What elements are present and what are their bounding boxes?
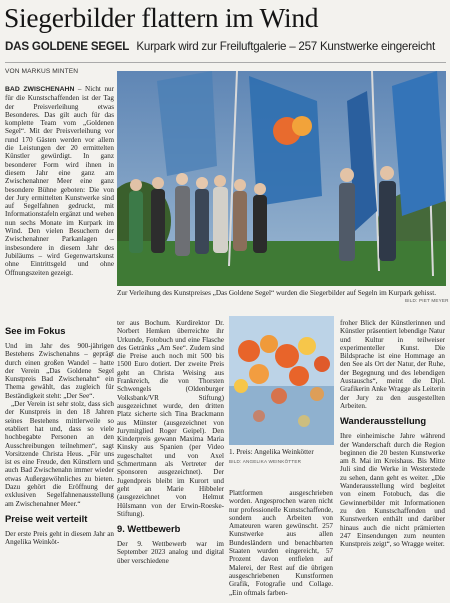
- kicker: DAS GOLDENE SEGEL: [5, 40, 130, 53]
- lead-paragraph: – Nicht nur für die Kunstschaffenden ist der Tag der Preisverleihung etwas Besonderes. Das gilt auch für das komplette Team vom „Goldenen Segel“. Mit der Preisverleihung vor rund 170 Gästen werden vor allem die Leistungen der 20 ermittelten Künstler gewürdigt. In ganz besonderer Form wird ihnen in diesem Jahr eine ganz am Zwischenahner Meer eine ganz besondere Bühne geboten: Die von der Jury ermittelten Kunstwerke sind auf Segelfahnen gedruckt, mit Informationstafeln ergänzt und wehen nun sechs Monate im Kurpark im Wind. Den vielen Besuchern der Zwischenahner Parkanlagen – insbesondere in diesem Jahr des Jubiläums – wird Gegenwartskunst ohne Eintrittsgeld und ohne Öffnungszeiten gezeigt.: [5, 85, 114, 277]
- subheading-9-wettbewerb: 9. Wettbewerb: [117, 523, 181, 535]
- headline: Siegerbilder flattern im Wind: [4, 2, 319, 33]
- subheading-preise-weit-verteilt: Preise weit verteilt: [5, 512, 88, 524]
- balloons-artwork-image: [229, 316, 334, 445]
- winner-photo-caption: 1. Preis: Angelika Weinkötter: [229, 448, 314, 456]
- paragraph: ter aus Bochum. Kurdirektor Dr. Norbert Hemken überreichte ihr Urkunde, Fotobuch und eine Flasche des Getränks „Am See“. Zudem sind die Preise auch noch mit 500 bis 1500 Euro dotiert. Der zweite Preis geht an Christa Weising aus Frankreich, die von Thorsten Schwengels (Oldenburger Volksbank/VR Stiftung) ausgezeichnet wurde, den dritten Platz sicherte sich Tina Brackmann aus Münster (ausgezeichnet von Jurymitglied Roger Geipel). Den Kinderpreis gewann Maxima Maria Kinsky aus Spanien (per Video zugeschaltet und von Axel Schmertmann als Vertreter der Sponsoren ausgezeichnet). Der Jugendpreis bleibt im Kurort und geht an Marie Hibbeler (ausgezeichnet von Helmut Hülsmann von der Erwin-Roeske-Stiftung).: [117, 319, 224, 518]
- paragraph: „Der Verein ist sehr stolz, dass sich der Kunstpreis in den 18 Jahren seines Bestehens mittlerweile so etabliert hat und, dass so viele hochbegabte Personen an den Ausschreibungen teilnehmen“, sagt Vorsitzende Christa Heus. „Für uns ist es eine Freude, den Künstlern und auch Bad Zwischenahn immer wieder etwas Außergewöhnliches zu bieten. Dazu gehört die Eröffnung der exklusiven Segelfahnenausstellung am Zwischenahner Meer.“: [5, 400, 114, 508]
- article-column-4: [340, 319, 445, 548]
- article-column-1-lower: [5, 320, 114, 547]
- paragraph: Und im Jahr des 900-jährigen Bestehens Zwischenahns – geprägt durch einen großen Wandel – hatte der Verein „Das Goldene Segel Kunstpreis Bad Zwischenahn“ ein Thema gewählt, das zugleich für Beständigkeit steht: „Der See“.: [5, 342, 114, 400]
- author-byline: VON MARKUS MINTEN: [5, 68, 79, 75]
- paragraph: Plattformen ausgeschrieben worden. Angesprochen waren nicht nur professionelle Kunstschaffende, sondern auch Arbeiten von Amateuren waren gewünscht. 257 Kunstwerke aus allen Bundesländern und benachbarten Staaten wurden eingereicht, 57 Prozent davon entfielen auf Malerei, der Rest auf die übrigen ausgeschriebenen Kunstformen Grafik, Fotografie und Collage. „Ein oftmals farben-: [229, 489, 333, 597]
- article-column-1: [5, 85, 114, 277]
- main-photo: [117, 71, 446, 286]
- divider: [5, 62, 446, 63]
- article-column-2: [117, 319, 224, 565]
- article-column-3: [229, 489, 333, 597]
- subline: [5, 40, 450, 54]
- paragraph: Der erste Preis geht in diesem Jahr an Angelika Weinköt-: [5, 529, 114, 547]
- subheading-see-im-fokus: See im Fokus: [5, 325, 66, 336]
- paragraph: Der 9. Wettbewerb war im September 2023 analog und digital über verschiedene: [117, 540, 224, 565]
- winner-photo-credit: BILD: ANGELIKA WEINKÖTTER: [229, 459, 302, 464]
- photo-caption: Zur Verleihung des Kunstpreises „Das Goldene Segel“ wurden die Siegerbilder auf Segeln im Kurpark gehisst.: [117, 289, 437, 297]
- paragraph: Ihre einheimische Jahre während der Wanderschaft durch die Region beginnen die 20 besten Kunstwerke am 8. Mai im Kreishaus. Bis Mitte Juli sind die Werke in Westerstede zu sehen, dann geht es weiter. „Die Wanderausstellung wird begleitet von einem Fotobuch, das die Gewinnerbilder mit Informationen zu den Kunstschaffenden und Kunstwerken enthält und darüber hinaus auch die nicht prämierten 247 Einsendungen zum neunten Kunstpreis zeigt“, so Wragge weiter.: [340, 432, 445, 549]
- deck: Kurpark wird zur Freiluftgalerie – 257 Kunstwerke eingereicht: [136, 40, 435, 53]
- subheading-wanderausstellung: Wanderausstellung: [340, 415, 427, 427]
- dateline: BAD ZWISCHENAHN: [5, 86, 75, 93]
- winner-artwork-photo: [229, 316, 334, 445]
- paragraph: froher Blick der Künstlerinnen und Künstler präsentiert lebendige Natur und Kultur in teilweiser experimenteller Kunst. Die Bildsprache ist eine Hommage an den See als Ort der Natur, der Ruhe, der Begegnung und des lebendigen Austauschs“, meint die Dipl. Grafikerin Anke Wragge als Leiterin der Jury zu den ausgestellten Arbeiten.: [340, 319, 445, 410]
- photo-credit: BILD: PIET MEYER: [405, 298, 449, 303]
- photo-segel-ceremony-image: [117, 71, 446, 286]
